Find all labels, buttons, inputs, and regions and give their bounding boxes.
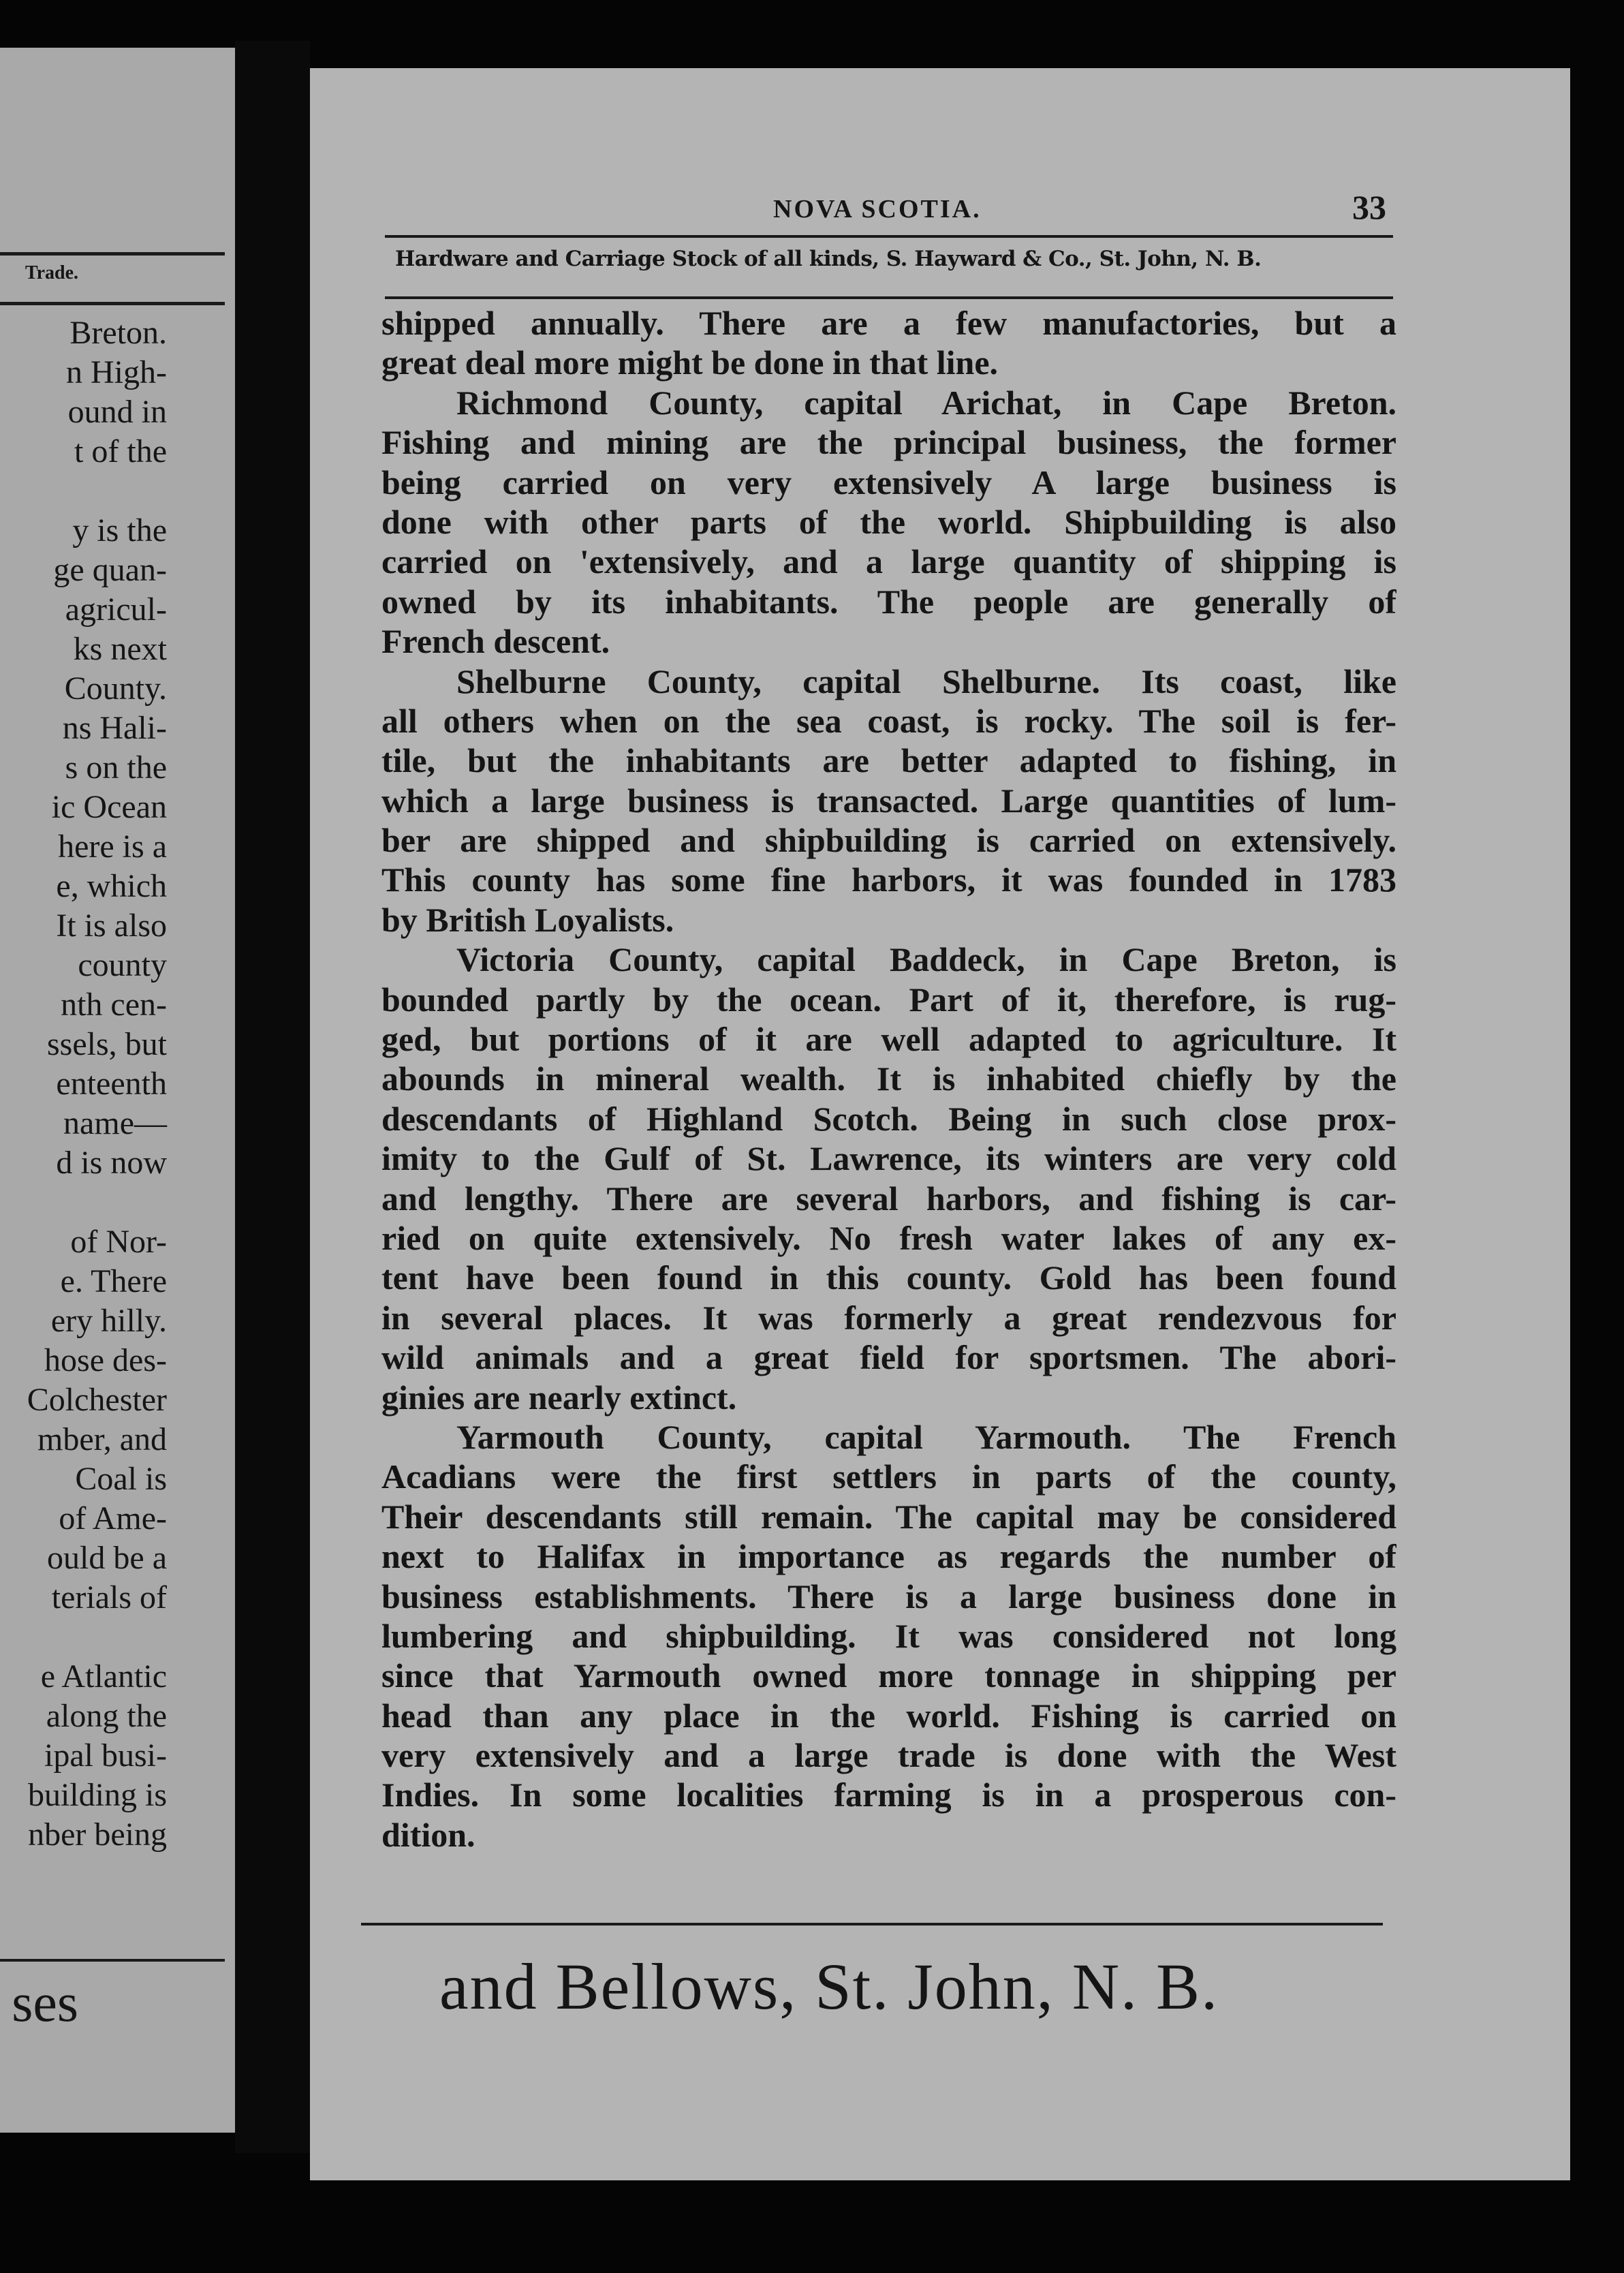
text-line: French descent. (381, 622, 610, 661)
text-line: dition. (381, 1815, 475, 1854)
text-line: abounds in mineral wealth. It is inhabited chiefly by the (381, 1060, 1396, 1098)
left-line: building is (27, 1777, 167, 1813)
left-line (0, 1183, 167, 1222)
text-line: Their descendants still remain. The capital may be considered (381, 1497, 1396, 1536)
footer-rule (361, 1923, 1383, 1926)
left-line: Breton. (69, 315, 167, 351)
left-line: here is a (58, 829, 167, 865)
text-line: owned by its inhabitants. The people are generally of (381, 582, 1396, 621)
text-line: imity to the Gulf of St. Lawrence, its winters are very cold (381, 1139, 1396, 1178)
text-line: Indies. In some localities farming is in a prosperous con- (381, 1776, 1396, 1814)
text-line: business establishments. There is a large business done in (381, 1577, 1396, 1615)
left-line: county (78, 947, 167, 983)
left-line: enteenth (56, 1066, 167, 1102)
left-line: d is now (56, 1145, 167, 1181)
left-page-header-band (0, 252, 225, 305)
text-line: carried on 'extensively, and a large quantity of shipping is (381, 542, 1396, 581)
text-line: Fishing and mining are the principal business, the former (381, 423, 1396, 462)
text-line: tent have been found in this county. Gold has been found (381, 1258, 1396, 1297)
header-rule (385, 235, 1393, 238)
text-line: ginies are nearly extinct. (381, 1378, 737, 1417)
text-line: tile, but the inhabitants are better adapted to fishing, in (381, 741, 1396, 780)
left-line: County. (64, 670, 167, 707)
left-line: Coal is (75, 1461, 167, 1497)
left-page-footer: ses (12, 1973, 78, 2033)
text-line: by British Loyalists. (381, 900, 674, 939)
text-line: head than any place in the world. Fishing is carried on (381, 1696, 1396, 1735)
left-line: Colchester (27, 1382, 167, 1418)
left-line: ery hilly. (50, 1303, 167, 1339)
left-line: ge quan- (53, 552, 167, 588)
right-page (310, 68, 1570, 2180)
left-line: e Atlantic (40, 1658, 167, 1695)
text-line: ber are shipped and shipbuilding is carried on extensively. (381, 821, 1396, 860)
text-line: Acadians were the first settlers in parts of the county, (381, 1457, 1396, 1496)
left-line: e, which (56, 868, 167, 904)
advert-bottom: and Bellows, St. John, N. B. (439, 1950, 1219, 2023)
text-line: done with other parts of the world. Shipbuilding is also (381, 502, 1396, 541)
left-line (0, 471, 167, 511)
left-page-text (0, 313, 167, 1855)
text-line: next to Halifax in importance as regards the number of (381, 1537, 1396, 1576)
text-line: descendants of Highland Scotch. Being in such close prox- (381, 1099, 1396, 1138)
left-line: nber being (28, 1816, 167, 1853)
left-line: agricul- (65, 591, 167, 628)
text-line: ged, but portions of it are well adapted to agriculture. It (381, 1020, 1396, 1059)
page-number: 33 (1352, 188, 1386, 226)
left-line: name— (63, 1105, 167, 1141)
text-line: lumbering and shipbuilding. It was considered not long (381, 1616, 1396, 1655)
left-line: s on the (65, 749, 167, 786)
left-line: ound in (67, 394, 167, 430)
text-line: This county has some fine harbors, it was founded in 1783 (381, 861, 1396, 899)
text-line: wild animals and a great field for sportsmen. The abori- (381, 1338, 1396, 1377)
left-line (0, 1618, 167, 1657)
left-line: It is also (56, 908, 167, 944)
left-line: along the (46, 1698, 167, 1734)
left-line: ks next (73, 631, 167, 667)
text-line: all others when on the sea coast, is rocky. The soil is fer- (381, 701, 1396, 740)
left-line: ns Hali- (62, 710, 167, 746)
left-line: mber, and (37, 1421, 167, 1457)
text-line: which a large business is transacted. Large quantities of lum- (381, 781, 1396, 820)
left-line: t of the (74, 433, 167, 469)
left-line: ould be a (47, 1540, 167, 1576)
left-line: e. There (60, 1263, 167, 1299)
left-line: terials of (51, 1579, 167, 1615)
text-line: Yarmouth County, capital Yarmouth. The French (456, 1417, 1396, 1456)
advert-top: Hardware and Carriage Stock of all kinds, S. Hayward & Co., St. John, N. B. (395, 247, 1262, 271)
running-head: NOVA SCOTIA. (773, 195, 982, 223)
left-page-fragment (0, 48, 235, 2133)
text-line: shipped annually. There are a few manufactories, but a (381, 304, 1396, 342)
book-gutter (235, 41, 310, 2153)
left-page-header: Trade. (25, 262, 78, 283)
left-line: hose des- (44, 1342, 167, 1378)
text-line: ried on quite extensively. No fresh water lakes of any ex- (381, 1218, 1396, 1257)
text-line: Richmond County, capital Arichat, in Cape Breton. (456, 383, 1396, 422)
text-line: very extensively and a large trade is done with the West (381, 1736, 1396, 1775)
left-line: y is the (72, 512, 167, 548)
left-line: ssels, but (46, 1026, 167, 1062)
text-line: in several places. It was formerly a great rendezvous for (381, 1298, 1396, 1337)
text-line: great deal more might be done in that line. (381, 343, 999, 382)
left-footer-rule (0, 1959, 225, 1962)
header-rule-lower (385, 296, 1393, 299)
text-line: and lengthy. There are several harbors, and fishing is car- (381, 1179, 1396, 1218)
text-line: Victoria County, capital Baddeck, in Cape Breton, is (456, 940, 1396, 979)
body-text (381, 303, 1396, 1855)
left-line: ipal busi- (44, 1737, 167, 1774)
left-line: nth cen- (61, 987, 167, 1023)
left-line: ic Ocean (51, 789, 167, 825)
text-line: bounded partly by the ocean. Part of it, therefore, is rug- (381, 980, 1396, 1019)
left-line: of Nor- (70, 1224, 167, 1260)
text-line: being carried on very extensively A large business is (381, 463, 1396, 501)
text-line: since that Yarmouth owned more tonnage in shipping per (381, 1656, 1396, 1695)
text-line: Shelburne County, capital Shelburne. Its coast, like (456, 662, 1396, 700)
left-line: n High- (66, 354, 167, 390)
left-line: of Ame- (59, 1500, 167, 1536)
